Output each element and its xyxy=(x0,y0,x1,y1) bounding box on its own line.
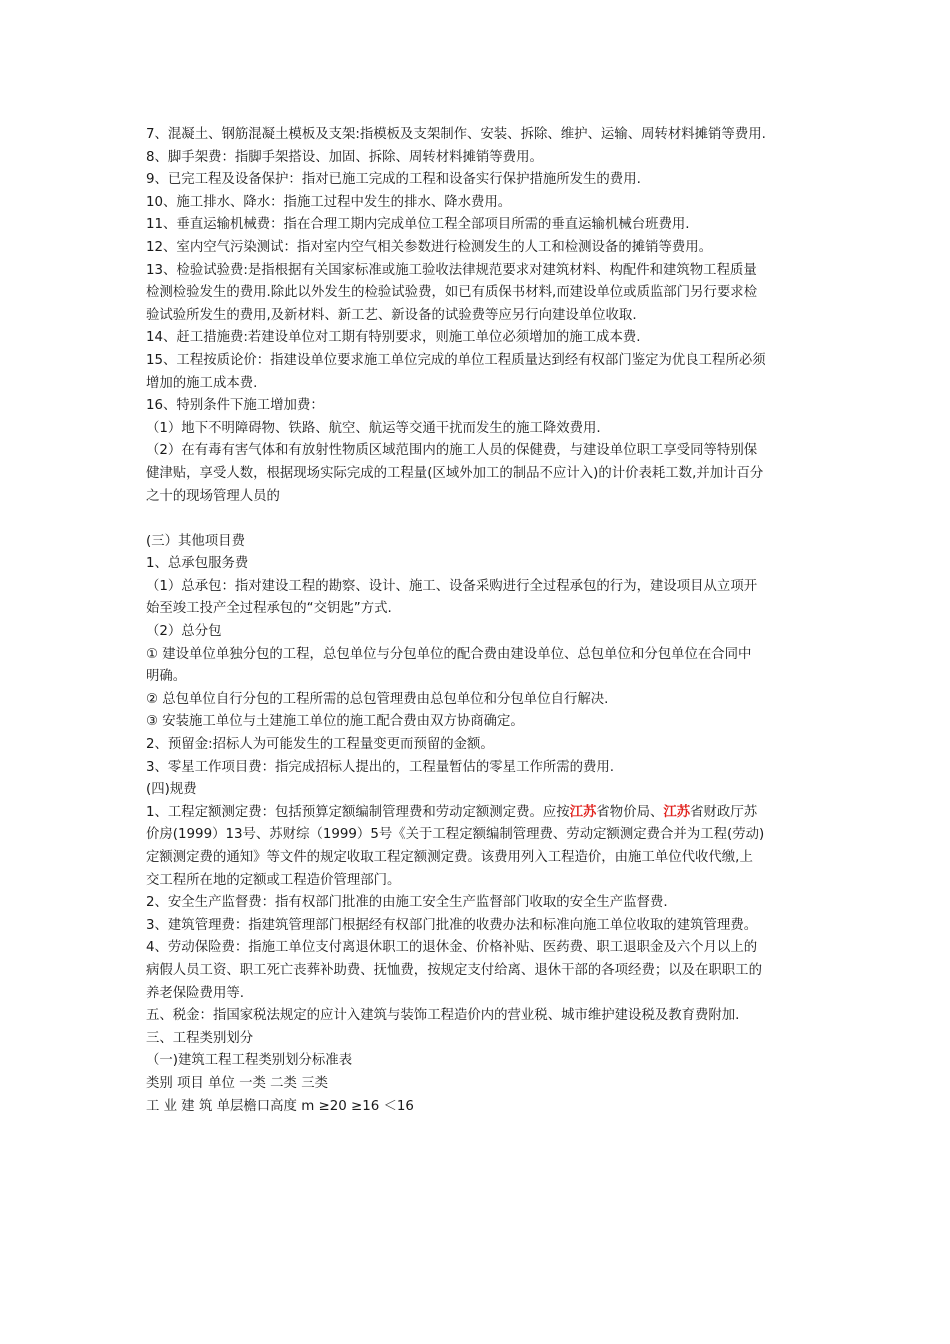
text-line: （一)建筑工程工程类别划分标准表 xyxy=(146,1053,353,1069)
text-line: 之十的现场管理人员的 xyxy=(146,488,280,504)
text-line: ② 总包单位自行分包的工程所需的总包管理费由总包单位和分包单位自行解决. xyxy=(146,691,609,707)
text-line: ③ 安装施工单位与土建施工单位的施工配合费由双方协商确定。 xyxy=(146,714,524,730)
text-line: 4、劳动保险费：指施工单位支付离退休职工的退休金、价格补贴、医药费、职工退职金及六个月以上的 xyxy=(146,940,758,956)
text-line: 明确。 xyxy=(146,669,187,685)
text-line: （1）总承包：指对建设工程的勘察、设计、施工、设备采购进行全过程承包的行为，建设项目从立项开 xyxy=(146,578,758,594)
section-heading: (三）其他项目费 xyxy=(146,533,245,549)
blank-line xyxy=(146,508,816,531)
section-heading: 三、工程类别划分 xyxy=(146,1030,254,1046)
text-line: 价房(1999）13号、苏财综（1999）5号《关于工程定额编制管理费、劳动定额测定费合并为工程(劳动) xyxy=(146,827,765,843)
text-line: 验试验所发生的费用,及新材料、新工艺、新设备的试验费等应另行向建设单位收取. xyxy=(146,307,637,323)
text-line: 交工程所在地的定额或工程造价管理部门。 xyxy=(146,872,401,888)
highlight-jiangsu: 江苏 xyxy=(569,804,597,820)
text-line: 健津贴，享受人数，根据现场实际完成的工程量(区域外加工的制品不应计入)的计价表耗工数,并加计百分 xyxy=(146,465,764,481)
table-row-line: 工 业 建 筑 单层檐口高度 m ≥20 ≥16 ＜16 xyxy=(146,1098,414,1114)
highlight-jiangsu: 江苏 xyxy=(663,804,691,820)
text-line: 16、特别条件下施工增加费： xyxy=(146,398,324,414)
text-line: 15、工程按质论价：指建设单位要求施工单位完成的单位工程质量达到经有权部门鉴定为优良工程所必须 xyxy=(146,352,766,368)
text-line: （2）总分包 xyxy=(146,624,222,640)
text-line: 11、垂直运输机械费：指在合理工期内完成单位工程全部项目所需的垂直运输机械台班费用. xyxy=(146,217,690,233)
section-heading: (四)规费 xyxy=(146,782,197,798)
text-line: 始至竣工投产全过程承包的“交钥匙”方式. xyxy=(146,601,392,617)
text-line: 10、施工排水、降水：指施工过程中发生的排水、降水费用。 xyxy=(146,194,512,210)
text-line: 1、总承包服务费 xyxy=(146,556,249,572)
text-line: 养老保险费用等. xyxy=(146,985,244,1001)
text-segment: 省物价局、 xyxy=(596,804,664,820)
text-line: 8、脚手架费：指脚手架搭设、加固、拆除、周转材料摊销等费用。 xyxy=(146,149,543,165)
text-line: 9、已完工程及设备保护：指对已施工完成的工程和设备实行保护措施所发生的费用. xyxy=(146,172,641,188)
text-line: 2、预留金:招标人为可能发生的工程量变更而预留的金额。 xyxy=(146,737,494,753)
text-segment: 省财政厅苏 xyxy=(690,804,758,820)
text-line: 7、混凝土、钢筋混凝土模板及支架:指模板及支架制作、安装、拆除、维护、运输、周转材料摊销等费用. xyxy=(146,127,766,142)
text-line: 13、检验试验费:是指根据有关国家标准或施工验收法律规范要求对建筑材料、构配件和建筑物工程质量 xyxy=(146,262,757,278)
text-line: 增加的施工成本费. xyxy=(146,375,258,391)
text-segment: 1、工程定额测定费：包括预算定额编制管理费和劳动定额测定费。应按 xyxy=(146,804,570,820)
text-line: 12、室内空气污染测试：指对室内空气相关参数进行检测发生的人工和检测设备的摊销等费用。 xyxy=(146,239,713,255)
text-line: 2、安全生产监督费：指有权部门批准的由施工安全生产监督部门收取的安全生产监督费. xyxy=(146,895,668,911)
text-line: 检测检验发生的费用.除此以外发生的检验试验费，如已有质保书材料,而建设单位或质监部门另行要求检 xyxy=(146,285,758,301)
text-line: （1）地下不明障碍物、铁路、航空、航运等交通干扰而发生的施工降效费用. xyxy=(146,420,601,436)
document-body xyxy=(146,124,816,1118)
text-line-with-highlight xyxy=(146,802,816,825)
text-line: 14、赶工措施费:若建设单位对工期有特别要求，则施工单位必须增加的施工成本费. xyxy=(146,330,641,346)
text-line: 3、零星工作项目费：指完成招标人提出的，工程量暂估的零星工作所需的费用. xyxy=(146,759,615,775)
text-line: 3、建筑管理费：指建筑管理部门根据经有权部门批准的收费办法和标准向施工单位收取的建筑管理费。 xyxy=(146,917,758,933)
table-header-line: 类别 项目 单位 一类 二类 三类 xyxy=(146,1075,328,1091)
text-line: 定额测定费的通知》等文件的规定收取工程定额测定费。该费用列入工程造价，由施工单位代收代缴,上 xyxy=(146,850,753,865)
text-line: 五、税金：指国家税法规定的应计入建筑与装饰工程造价内的营业税、城市维护建设税及教育费附加. xyxy=(146,1008,740,1024)
text-line: ① 建设单位单独分包的工程，总包单位与分包单位的配合费由建设单位、总包单位和分包单位在合同中 xyxy=(146,646,752,662)
text-line: （2）在有毒有害气体和有放射性物质区域范围内的施工人员的保健费，与建设单位职工享受同等特别保 xyxy=(146,443,758,459)
text-line: 病假人员工资、职工死亡丧葬补助费、抚恤费，按规定支付给离、退休干部的各项经费；以及在职职工的 xyxy=(146,962,762,978)
